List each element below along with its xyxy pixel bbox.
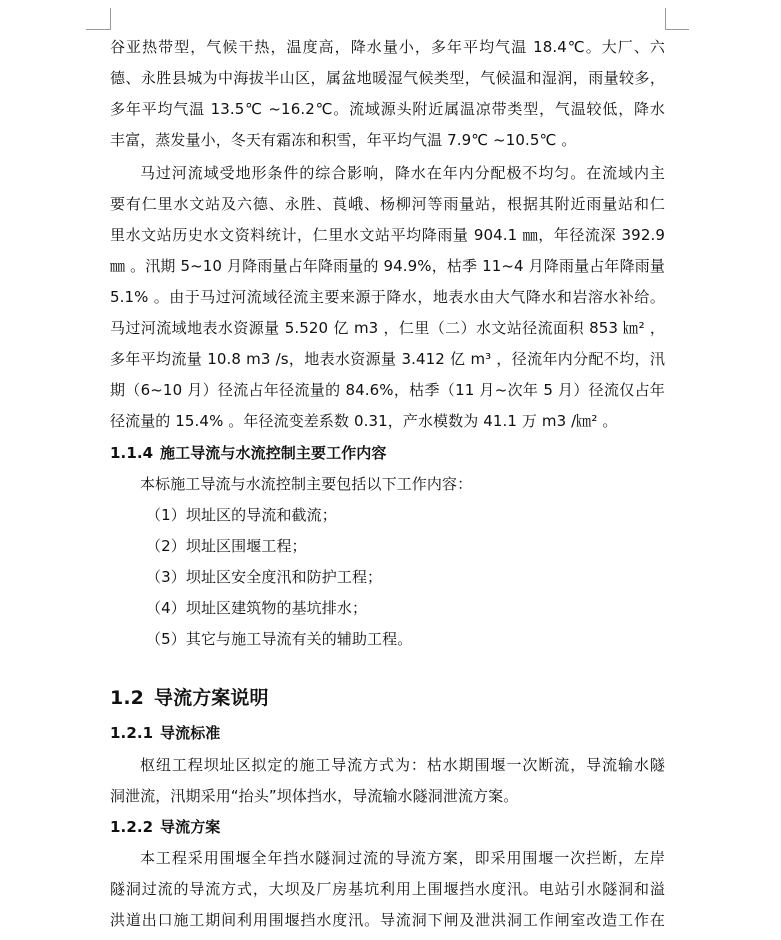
section-number: 1.2.2 [110,818,154,836]
list-item: （1）坝址区的导流和截流； [146,506,337,524]
body-text-line: 丰富，蒸发量小，冬天有霜冻和积雪，年平均气温 7.9℃ ~10.5℃ 。 [110,131,577,149]
body-text-line: 本标施工导流与水流控制主要包括以下工作内容： [140,475,473,493]
body-text-line: 谷亚热带型，气候干热，温度高，降水量小，多年平均气温 18.4℃。大厂、六 [110,38,665,56]
body-text-line: 多年平均流量 10.8 m3 /s，地表水资源量 3.412 亿 m³ ，径流年内分配不均，汛 [110,350,665,368]
body-text-line: 径流量的 15.4% 。年径流变差系数 0.31，产水模数为 41.1 万 m3 /㎞² 。 [110,412,618,430]
section-title: 施工导流与水流控制主要工作内容 [160,444,387,462]
body-text-line: 洞泄流，汛期采用“抬头”坝体挡水，导流输水隧洞泄流方案。 [110,787,519,805]
section-heading-1-2-2 [110,812,665,843]
body-text-line: ㎜ 。汛期 5~10 月降雨量占年降雨量的 94.9%，枯季 11~4 月降雨量占年降雨量 [110,257,665,275]
section-title: 导流方案 [160,818,221,836]
section-number: 1.2.1 [110,724,154,742]
body-text-line: 本工程采用围堰全年挡水隧洞过流的导流方案，即采用围堰一次拦断，左岸 [140,849,665,867]
list-item: （4）坝址区建筑物的基坑排水； [146,599,368,617]
crop-mark-top-right [665,8,666,30]
body-text-line: 马过河流域受地形条件的综合影响，降水在年内分配极不均匀。在流域内主 [140,164,665,182]
section-heading-1-2-1 [110,718,665,749]
list-item: （5）其它与施工导流有关的辅助工程。 [146,630,413,648]
crop-mark-top-right [665,29,689,30]
body-text-line: 5.1% 。由于马过河流域径流主要来源于降水，地表水由大气降水和岩溶水补给。 [110,288,665,306]
body-text-line: 隧洞过流的导流方式，大坝及厂房基坑利用上围堰挡水度汛。电站引水隧洞和溢 [110,880,665,898]
body-text-line: 期（6~10 月）径流占年径流量的 84.6%，枯季（11 月~次年 5 月）径流仅占年 [110,381,665,399]
body-text-line: 洪道出口施工期间利用围堰挡水度汛。导流洞下闸及泄洪洞工作闸室改造工作在 [110,911,665,929]
crop-mark-top-left [86,29,110,30]
body-text-line: 马过河流域地表水资源量 5.520 亿 m3 ，仁里（二）水文站径流面积 853 ㎞² ， [110,319,665,337]
body-text-line: 里水文站历史水文资料统计，仁里水文站平均降雨量 904.1 ㎜，年径流深 392.9 [110,226,665,244]
body-text-line: 多年平均气温 13.5℃ ~16.2℃。流域源头附近属温凉带类型，气温较低，降水 [110,100,665,118]
section-number: 1.1.4 [110,444,154,462]
section-title: 导流标准 [160,724,221,742]
body-text-line: 要有仁里水文站及六德、永胜、莨峨、杨柳河等雨量站，根据其附近雨量站和仁 [110,195,665,213]
body-text-line: 德、永胜县城为中海拔半山区，属盆地暖湿气候类型，气候温和湿润，雨量较多， [110,69,665,87]
section-number: 1.2 [110,687,144,709]
section-title: 导流方案说明 [154,687,269,709]
list-item: （2）坝址区围堰工程； [146,537,307,555]
section-heading-1-2 [110,681,665,715]
crop-mark-top-left [110,8,111,30]
list-item: （3）坝址区安全度汛和防护工程； [146,568,383,586]
section-heading-1-1-4 [110,438,665,469]
body-text-line: 枢纽工程坝址区拟定的施工导流方式为：枯水期围堰一次断流，导流输水隧 [140,756,665,774]
